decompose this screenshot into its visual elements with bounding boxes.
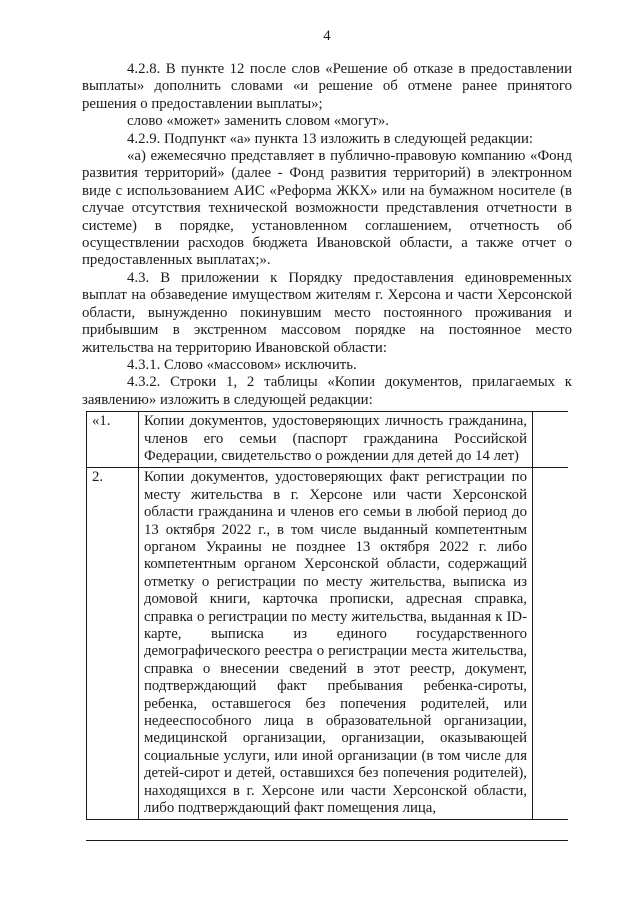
table-cell-row1-text: Копии документов, удостоверяющих личность гражданина, членов его семьи (паспорт гражданина Российской Федерации, свидетельство о рождении для детей до 14 лет) [139, 412, 533, 468]
documents-table [86, 411, 568, 820]
paragraph-4-3-2: 4.3.2. Строки 1, 2 таблицы «Копии документов, прилагаемых к заявлению» изложить в следующей редакции: [82, 374, 572, 408]
table-cell-row2-number: 2. [87, 468, 139, 820]
documents-table-clipped [86, 411, 568, 841]
table-row-1 [87, 412, 569, 468]
paragraph-4-3-1: 4.3.1. Слово «массовом» исключить. [127, 356, 357, 373]
table-row-2 [87, 468, 569, 820]
paragraph-subitem-a: «а) ежемесячно представляет в публично-правовую компанию «Фонд развития территорий» (далее - Фонд развития территорий) в электронном виде с использованием АИС «Реформа ЖКХ» или на бумажном носителе (в случае отсутствия технической возможности представления отчетности в системе) в порядке, установленном соглашением, отчетность об осуществлении расходов бюджета Ивановской области, а также отчет о предоставленных выплатах;». [82, 148, 572, 269]
table-cell-row1-note [533, 412, 569, 468]
paragraph-4-2-9: 4.2.9. Подпункт «а» пункта 13 изложить в следующей редакции: [127, 130, 534, 147]
table-cell-row2-note [533, 468, 569, 820]
paragraph-4-2-8: 4.2.8. В пункте 12 после слов «Решение об отказе в предоставлении выплаты» дополнить словами «и решение об отмене ранее принятого решения о предоставлении выплаты»; [82, 61, 572, 112]
page-number: 4 [323, 28, 331, 44]
paragraph-word-replace: слово «может» заменить словом «могут». [127, 113, 389, 130]
table-cell-row2-text: Копии документов, удостоверяющих факт регистрации по месту жительства в г. Херсоне или части Херсонской области гражданина и членов его семьи в любой период до 13 октября 2022 г., в том числе выданный компетентным органом Украины не позднее 13 октября 2022 г. либо компетентным органом Херсонской области, содержащий отметку о регистрации по месту жительства, выписка из домовой книги, карточка прописки, адресная справка, справка о регистрации по месту жительства, выданная к ID-карте, выписка из единого государственного демографического реестра о регистрации места жительства, справка о внесении сведений в этот реестр, документ, подтверждающий факт пребывания ребенка-сироты, ребенка, оставшегося без попечения родителей, или недееспособного лица в образовательной организации, медицинской организации, организации, оказывающей социальные услуги, или иной организации (в том числе для детей-сирот и детей, оставшихся без попечения родителей), находящихся в г. Херсоне или части Херсонской области, либо подтверждающий факт помещения лица, [139, 468, 533, 820]
paragraph-4-3: 4.3. В приложении к Порядку предоставления единовременных выплат на обзаведение имуществом жителям г. Херсона и части Херсонской области, вынужденно покинувшим место постоянного проживания и прибывшим в экстренном массовом порядке на постоянное место жительства на территорию Ивановской области: [82, 269, 572, 356]
table-cell-row1-number: «1. [87, 412, 139, 468]
